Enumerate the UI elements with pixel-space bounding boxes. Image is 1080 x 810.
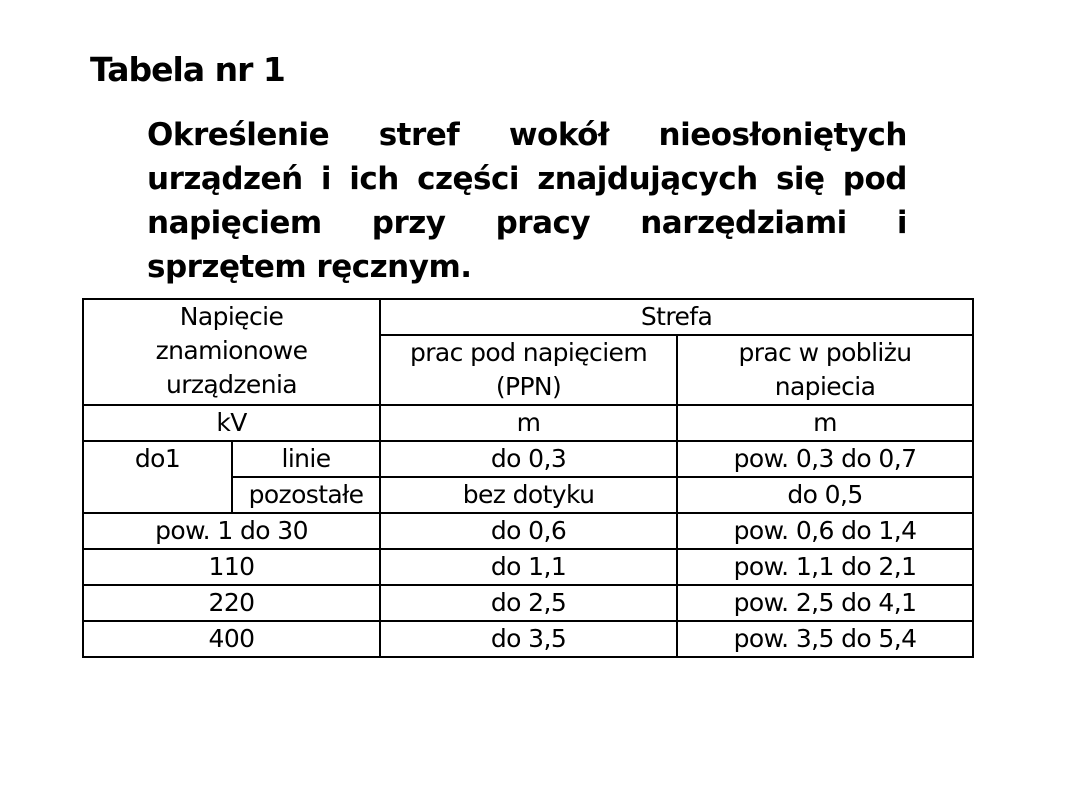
ppn-cell: do 1,1 (380, 549, 677, 585)
near-cell: pow. 2,5 do 4,1 (677, 585, 973, 621)
header-near-line1: prac w pobliżu (738, 338, 912, 367)
other-near-cell: do 0,5 (677, 477, 973, 513)
near-cell: pow. 0,6 do 1,4 (677, 513, 973, 549)
other-ppn-cell: bez dotyku (380, 477, 677, 513)
header-ppn-line1: prac pod napięciem (409, 338, 648, 367)
header-ppn-cell (380, 335, 677, 405)
table-row (83, 549, 973, 585)
voltage-cell: 400 (83, 621, 380, 657)
table-row (83, 621, 973, 657)
header-voltage-line2: znamionowe (155, 336, 308, 365)
unit-voltage-cell: kV (83, 405, 380, 441)
header-near-cell (677, 335, 973, 405)
header-voltage-cell (83, 299, 380, 405)
table-row (83, 513, 973, 549)
ppn-cell: do 0,6 (380, 513, 677, 549)
near-cell: pow. 3,5 do 5,4 (677, 621, 973, 657)
low-voltage-label-cell: do1 (83, 441, 232, 513)
unit-ppn-cell: m (380, 405, 677, 441)
voltage-cell: 110 (83, 549, 380, 585)
header-near-line2: napiecia (774, 372, 876, 401)
zones-table (82, 298, 974, 658)
other-label-cell: pozostałe (232, 477, 380, 513)
lines-near-cell: pow. 0,3 do 0,7 (677, 441, 973, 477)
header-voltage-line3: urządzenia (165, 370, 298, 399)
header-zone-cell: Strefa (380, 299, 973, 335)
ppn-cell: do 2,5 (380, 585, 677, 621)
lines-label-cell: linie (232, 441, 380, 477)
units-row (83, 405, 973, 441)
near-cell: pow. 1,1 do 2,1 (677, 549, 973, 585)
table-description: Określenie stref wokół nieosłoniętych urządzeń i ich części znajdujących się pod napięciem przy pracy narzędziami i sprzętem ręcznym. (147, 117, 907, 285)
lines-ppn-cell: do 0,3 (380, 441, 677, 477)
unit-near-cell: m (677, 405, 973, 441)
header-row-1 (83, 299, 973, 335)
table-row (83, 585, 973, 621)
header-voltage-line1: Napięcie (179, 302, 284, 331)
table-row (83, 441, 973, 477)
voltage-cell: 220 (83, 585, 380, 621)
voltage-cell: pow. 1 do 30 (83, 513, 380, 549)
ppn-cell: do 3,5 (380, 621, 677, 657)
header-ppn-line2: (PPN) (495, 372, 562, 401)
page-title: Tabela nr 1 (90, 50, 285, 89)
